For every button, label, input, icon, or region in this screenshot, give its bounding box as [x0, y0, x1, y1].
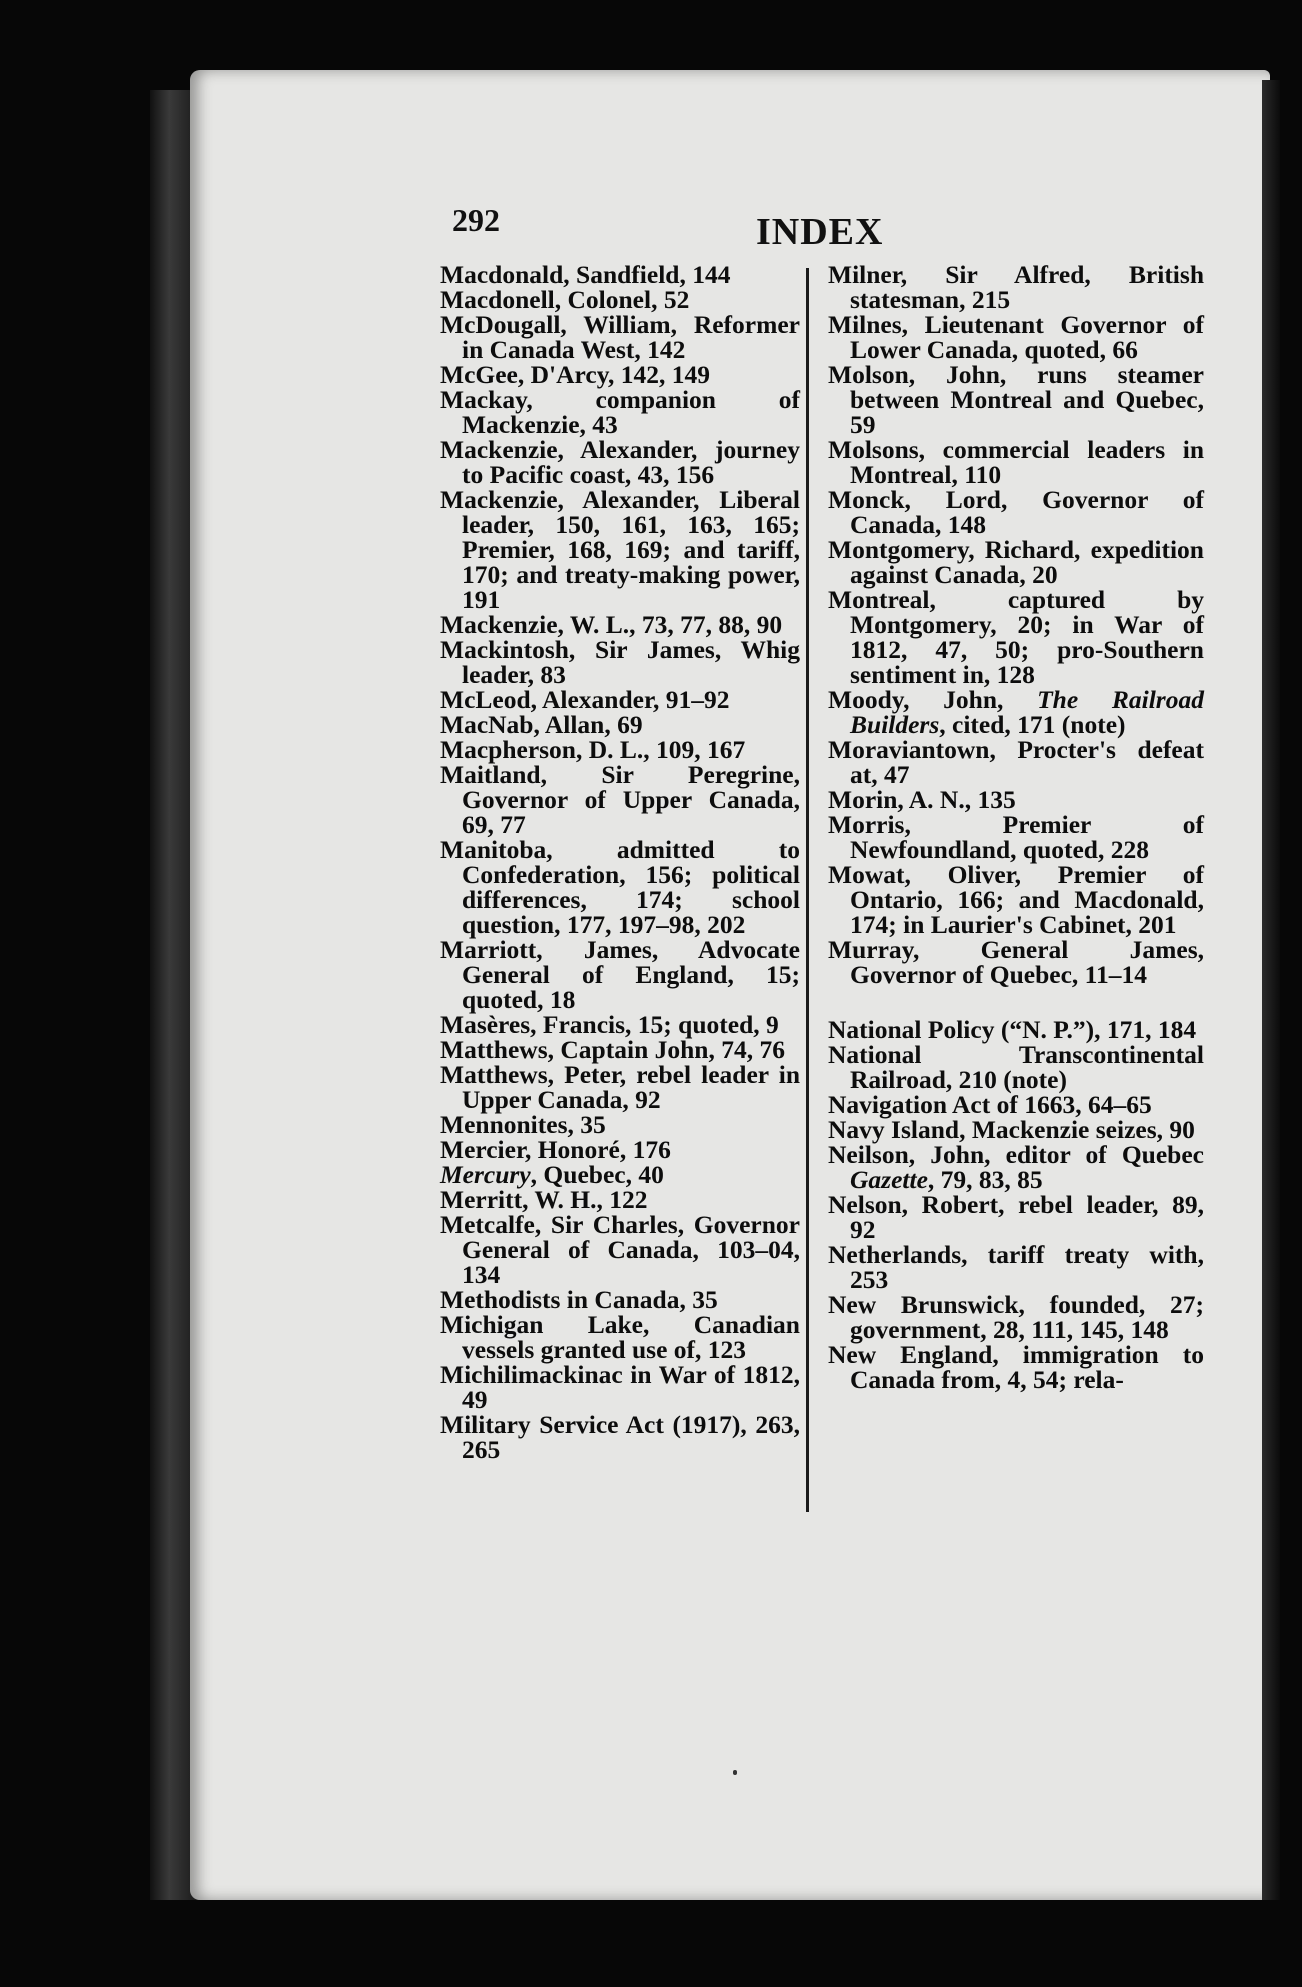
index-entry	[440, 712, 800, 737]
index-entry-text: Merritt, W. H., 122	[440, 1185, 648, 1214]
index-entry-text: , Quebec, 40	[530, 1160, 664, 1189]
index-entry-text: McDougall, William, Reformer in Canada West, 142	[440, 310, 800, 364]
index-entry-text: Matthews, Captain John, 74, 76	[440, 1035, 785, 1064]
index-entry	[440, 1287, 800, 1312]
index-entry	[828, 487, 1204, 537]
index-entry	[440, 1412, 800, 1462]
index-entry-text: Mennonites, 35	[440, 1110, 606, 1139]
index-entry	[828, 1092, 1204, 1117]
index-entry	[440, 687, 800, 712]
index-entry	[828, 1042, 1204, 1092]
index-entry	[440, 362, 800, 387]
index-entry	[440, 1137, 800, 1162]
index-entry-text: Morin, A. N., 135	[828, 785, 1016, 814]
index-entry-italic: The Railroad Builders	[850, 685, 1204, 739]
index-entry-text: Maitland, Sir Peregrine, Governor of Upper Canada, 69, 77	[440, 760, 800, 839]
index-entry	[440, 1012, 800, 1037]
index-entry-text: Navy Island, Mackenzie seizes, 90	[828, 1115, 1195, 1144]
column-divider	[806, 268, 809, 1512]
index-entry	[440, 1162, 800, 1187]
index-entry-text: Mackenzie, Alexander, journey to Pacific coast, 43, 156	[440, 435, 800, 489]
index-entry	[440, 387, 800, 437]
page-speck	[733, 1770, 737, 1775]
index-entry-text-after: , cited, 171 (note)	[939, 710, 1126, 739]
index-entry	[440, 1037, 800, 1062]
index-entry-text: Monck, Lord, Governor of Canada, 148	[828, 485, 1204, 539]
index-entry-text: Metcalfe, Sir Charles, Governor General of Canada, 103–04, 134	[440, 1210, 800, 1289]
section-gap	[828, 987, 1204, 1017]
page-number: 292	[452, 202, 500, 238]
index-entry-text: Montgomery, Richard, expedition against Canada, 20	[828, 535, 1204, 589]
index-entry-text: McLeod, Alexander, 91–92	[440, 685, 730, 714]
index-entry-text: Neilson, John, editor of Quebec	[828, 1140, 1204, 1169]
index-entry	[828, 1142, 1204, 1192]
index-entry	[828, 312, 1204, 362]
index-entry	[440, 637, 800, 687]
index-entry-text: Navigation Act of 1663, 64–65	[828, 1090, 1152, 1119]
index-entry-text: New England, immigration to Canada from, 4, 54; rela-	[828, 1340, 1204, 1394]
index-entry	[828, 587, 1204, 687]
index-entry-text: Murray, General James, Governor of Quebec, 11–14	[828, 935, 1204, 989]
page-title: INDEX	[756, 211, 884, 253]
index-entry-text: MacNab, Allan, 69	[440, 710, 643, 739]
index-entry-text: Mackenzie, Alexander, Liberal leader, 150, 161, 163, 165; Premier, 168, 169; and tariff, 170; and treaty-making power, 191	[440, 485, 800, 614]
index-entry-text: Moody, John,	[828, 685, 1038, 714]
index-entry	[828, 1117, 1204, 1142]
index-entry	[828, 737, 1204, 787]
index-entry	[828, 812, 1204, 862]
index-entry-text: Montreal, captured by Montgomery, 20; in War of 1812, 47, 50; pro-Southern sentiment in, 128	[828, 585, 1204, 689]
index-entry	[828, 537, 1204, 587]
index-entry-text: Macpherson, D. L., 109, 167	[440, 735, 746, 764]
index-entry	[440, 937, 800, 1012]
index-entry-text: Michilimackinac in War of 1812, 49	[440, 1360, 800, 1414]
index-entry	[828, 787, 1204, 812]
index-entry-text: Military Service Act (1917), 263, 265	[440, 1410, 800, 1464]
index-entry-text-after: , 79, 83, 85	[927, 1165, 1043, 1194]
index-entry-text: Macdonald, Sandfield, 144	[440, 260, 731, 289]
index-entry-text: Macdonell, Colonel, 52	[440, 285, 690, 314]
index-entry	[440, 1312, 800, 1362]
index-entry-italic: Gazette	[850, 1165, 928, 1194]
index-entry-text: Moraviantown, Procter's defeat at, 47	[828, 735, 1204, 789]
index-entry	[440, 1062, 800, 1112]
index-entry-text: National Transcontinental Railroad, 210 (note)	[828, 1040, 1204, 1094]
index-entry	[828, 1292, 1204, 1342]
index-entry	[828, 937, 1204, 987]
index-entry	[828, 862, 1204, 937]
index-entry	[440, 312, 800, 362]
index-entry-text: Matthews, Peter, rebel leader in Upper Canada, 92	[440, 1060, 800, 1114]
index-entry-text: Mackenzie, W. L., 73, 77, 88, 90	[440, 610, 783, 639]
index-entry-text: Molsons, commercial leaders in Montreal, 110	[828, 435, 1204, 489]
index-entry-text: Marriott, James, Advocate General of England, 15; quoted, 18	[440, 935, 800, 1014]
index-column-left	[440, 262, 800, 1462]
index-entry	[828, 687, 1204, 737]
index-entry-text: Mackay, companion of Mackenzie, 43	[440, 385, 800, 439]
index-entry	[828, 262, 1204, 312]
index-entry	[440, 1187, 800, 1212]
index-entry-text: McGee, D'Arcy, 142, 149	[440, 360, 711, 389]
index-column-right	[828, 262, 1204, 1392]
index-entry-text: Mowat, Oliver, Premier of Ontario, 166; and Macdonald, 174; in Laurier's Cabinet, 201	[828, 860, 1204, 939]
index-entry	[440, 262, 800, 287]
index-entry-italic: Mercury	[440, 1160, 531, 1189]
index-entry	[440, 612, 800, 637]
page-edge-shadow	[1262, 80, 1280, 1900]
index-entry-text: Morris, Premier of Newfoundland, quoted, 228	[828, 810, 1204, 864]
index-entry	[440, 837, 800, 937]
index-entry	[828, 362, 1204, 437]
index-entry-text: National Policy (“N. P.”), 171, 184	[828, 1015, 1197, 1044]
index-entry	[828, 1242, 1204, 1292]
index-entry	[440, 287, 800, 312]
index-entry-text: Milner, Sir Alfred, British statesman, 215	[828, 260, 1204, 314]
index-entry	[440, 437, 800, 487]
index-entry-text: Mackintosh, Sir James, Whig leader, 83	[440, 635, 800, 689]
index-entry	[440, 762, 800, 837]
index-entry-text: Nelson, Robert, rebel leader, 89, 92	[828, 1190, 1204, 1244]
index-entry-text: Methodists in Canada, 35	[440, 1285, 718, 1314]
index-entry	[828, 437, 1204, 487]
index-entry-text: Molson, John, runs steamer between Montreal and Quebec, 59	[828, 360, 1204, 439]
index-entry	[828, 1192, 1204, 1242]
index-entry-text: Manitoba, admitted to Confederation, 156; political differences, 174; school question, 177, 197–98, 202	[440, 835, 800, 939]
index-entry-text: Milnes, Lieutenant Governor of Lower Canada, quoted, 66	[828, 310, 1204, 364]
index-entry-text: New Brunswick, founded, 27; government, 28, 111, 145, 148	[828, 1290, 1204, 1344]
index-entry-text: Netherlands, tariff treaty with, 253	[828, 1240, 1204, 1294]
index-entry-text: Michigan Lake, Canadian vessels granted use of, 123	[440, 1310, 800, 1364]
index-entry	[828, 1017, 1204, 1042]
index-entry	[828, 1342, 1204, 1392]
index-entry	[440, 1112, 800, 1137]
index-entry-text: Mercier, Honoré, 176	[440, 1135, 671, 1164]
index-entry-text: Masères, Francis, 15; quoted, 9	[440, 1010, 779, 1039]
index-entry	[440, 487, 800, 612]
index-entry	[440, 1362, 800, 1412]
index-entry	[440, 737, 800, 762]
index-entry	[440, 1212, 800, 1287]
